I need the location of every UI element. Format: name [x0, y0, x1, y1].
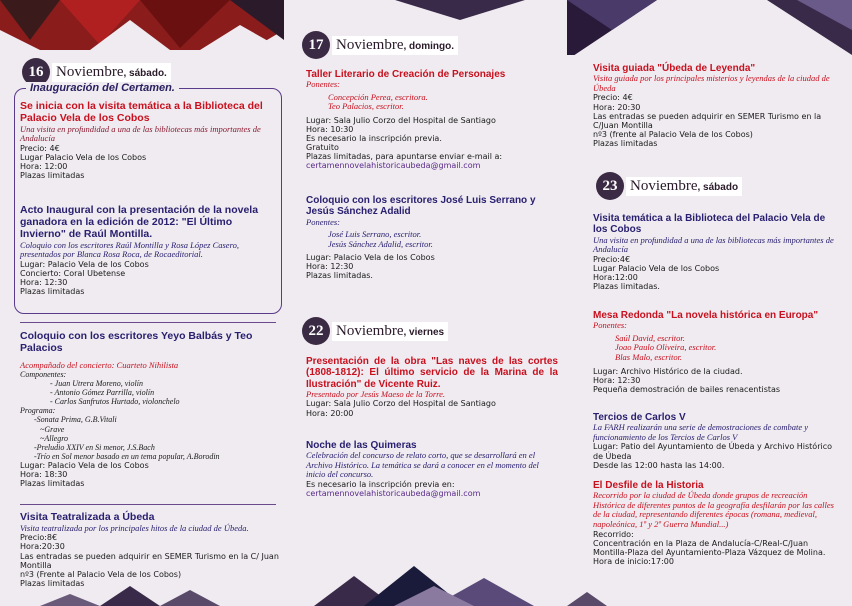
- event-detail: Precio: 4€: [593, 93, 633, 103]
- event-title: Visita Teatralizada a Úbeda: [20, 511, 155, 523]
- event-detail: Plazas limitadas: [20, 171, 85, 180]
- top-middle-decoration: [395, 0, 525, 20]
- bottom-left-decoration: [0, 586, 284, 606]
- event-detail: Lugar: Patio del Ayuntamiento de Úbeda y Archivo Histórico de Úbeda: [593, 442, 832, 461]
- speaker: Saúl David, escritor.: [615, 332, 685, 343]
- program-item: ~Allegro: [40, 433, 69, 443]
- event-detail: Hora: 20:00: [306, 408, 354, 418]
- event-detail: Lugar: Archivo Histórico de la ciudad.: [593, 366, 743, 376]
- event-description: Una visita en profundidad a una de las bibliotecas más importantes de Andalucía: [593, 234, 834, 255]
- event-detail: Lugar Palacio Vela de los Cobos: [20, 152, 147, 162]
- day-label: Noviembre, viernes: [332, 322, 448, 341]
- event-detail: Precio:4€: [593, 254, 631, 264]
- event-detail: Recorrido:: [593, 529, 634, 539]
- top-left-decoration: [0, 0, 284, 50]
- day-label: Noviembre, sábado: [626, 177, 742, 196]
- email-link[interactable]: certamennovelahistoricaubeda@gmail.com: [306, 161, 481, 171]
- event-detail: Hora: 12:30: [306, 262, 354, 272]
- event-detail: Hora: 10:30: [306, 125, 354, 135]
- event-title: Acto Inaugural con la presentación de la novela ganadora en la edición de 2012: "El Último Invierno" de Raúl Montilla.: [20, 204, 259, 240]
- component-item: - Antonio Gómez Parrilla, violín: [50, 388, 155, 398]
- event-detail: Gratuito: [306, 143, 339, 153]
- bottom-middle-decoration: [284, 566, 567, 606]
- event-detail: Plazas limitadas: [593, 138, 658, 148]
- day-label: Noviembre, sábado.: [52, 63, 171, 82]
- event-title: Noche de las Quimeras: [306, 440, 417, 451]
- event-noche-quimeras: [306, 440, 558, 498]
- program-label: Programa:: [20, 406, 56, 416]
- event-detail: Lugar: Sala Julio Corzo del Hospital de Santiago: [306, 116, 496, 126]
- event-description: Acompañado del concierto: Cuarteto Nihilista: [20, 359, 179, 370]
- event-description: Recorrido por la ciudad de Úbeda donde grupos de recreación Histórica de diferentes puntos de la geografía desfilarán por las calles de la ciudad, representando diferentes épocas (romana, medieval, napoleónica, 1º y 2º Guerra Mundial...): [593, 490, 834, 530]
- event-biblioteca-16: [20, 101, 276, 180]
- event-mesa-redonda: [593, 310, 838, 394]
- event-detail: Hora: 18:30: [20, 469, 68, 479]
- day-number: 17: [302, 31, 330, 59]
- event-title: Coloquio con los escritores José Luis Serrano y Jesús Sánchez Adalid: [306, 195, 536, 218]
- event-detail: Lugar Palacio Vela de los Cobos: [593, 263, 720, 273]
- event-visita-teatralizada: [20, 512, 280, 588]
- event-detail: Plazas limitadas: [20, 478, 85, 488]
- date-header-22: [302, 317, 448, 345]
- event-detail: Las entradas se pueden adquirir en SEMER Turismo en la C/ Juan Montilla: [20, 551, 279, 570]
- speakers-label: Ponentes:: [593, 320, 627, 331]
- event-detail: nº3 (frente al Palacio Vela de los Cobos): [593, 129, 753, 139]
- event-title: Visita guiada "Úbeda de Leyenda": [593, 63, 756, 74]
- event-desfile: [593, 480, 838, 566]
- event-description: Presentado por Jesús Maeso de la Torre.: [306, 388, 446, 399]
- event-tercios: [593, 412, 838, 470]
- divider: [20, 322, 276, 323]
- event-biblioteca-23: [593, 213, 838, 291]
- event-description: Visita guiada por los principales misterios y leyendas de la ciudad de Úbeda: [593, 73, 830, 93]
- day-label: Noviembre, domingo.: [332, 36, 458, 55]
- speaker: Blas Malo, escritor.: [615, 352, 683, 363]
- component-item: - Carlos Sanfrutos Hurtado, violonchelo: [50, 397, 180, 407]
- event-detail: Precio:8€: [20, 533, 58, 543]
- event-detail: Pequeña demostración de bailes renacentistas: [593, 384, 781, 394]
- event-detail: Hora de inicio:17:00: [593, 556, 674, 566]
- components-label: Componentes:: [20, 370, 67, 380]
- speaker: Joao Paulo Oliveira, escritor.: [615, 342, 717, 353]
- event-detail: Es necesario la inscripción previa en:: [306, 480, 455, 490]
- event-description: Visita teatralizada por los principales hitos de la ciudad de Úbeda.: [20, 522, 249, 533]
- speaker: José Luis Serrano, escritor.: [328, 229, 422, 240]
- event-detail: Lugar: Palacio Vela de los Cobos: [306, 253, 435, 263]
- event-description: Coloquio con los escritores Raúl Montilla y Rosa López Casero, presentados por Blanca Rosa Roca, de Rocaeditorial.: [20, 239, 239, 260]
- event-detail: Concierto: Coral Ubetense: [20, 268, 126, 278]
- program-item: -Preludio XXIV en Si menor, J.S.Bach: [34, 442, 155, 452]
- email-link[interactable]: certamennovelahistoricaubeda@gmail.com: [306, 489, 481, 499]
- top-right-decoration: [567, 0, 852, 55]
- event-coloquio-serrano: [306, 195, 558, 280]
- event-detail: Plazas limitadas: [20, 578, 85, 588]
- event-detail: Plazas limitadas, para apuntarse enviar e-mail a:: [306, 152, 503, 162]
- event-detail: Las entradas se pueden adquirir en SEMER Turismo en la C/Juan Montilla: [593, 111, 822, 130]
- day-number: 22: [302, 317, 330, 345]
- event-coloquio-balbas: [20, 331, 280, 488]
- speaker: Jesús Sánchez Adalid, escritor.: [328, 238, 433, 249]
- event-title: Tercios de Carlos V: [593, 412, 686, 423]
- event-description: La FARH realizarán una serie de demostraciones de combate y funcionamiento de los Tercios de Carlos V: [593, 422, 809, 442]
- program-item: -Trío en Sol menor basado en un tema popular, A.Borodin: [34, 451, 220, 461]
- date-header-17: [302, 31, 458, 59]
- event-detail: Hora: 12:30: [593, 375, 641, 385]
- date-header-23: [596, 172, 742, 200]
- event-detail: Lugar: Palacio Vela de los Cobos: [20, 460, 149, 470]
- event-title: Se inicia con la visita temática a la Biblioteca del Palacio Vela de los Cobos: [20, 100, 263, 124]
- event-title: Mesa Redonda "La novela histórica en Europa": [593, 310, 819, 321]
- event-detail: Plazas limitadas.: [306, 271, 373, 281]
- event-detail: Hora: 12:30: [20, 277, 68, 287]
- speakers-label: Ponentes:: [306, 79, 340, 90]
- event-detail: Desde las 12:00 hasta las 14:00.: [593, 460, 725, 470]
- event-detail: Lugar: Palacio Vela de los Cobos: [20, 259, 149, 269]
- speaker: Concepción Perea, escritora.: [328, 91, 428, 102]
- component-item: - Juan Utrera Moreno, violín: [50, 379, 143, 389]
- event-detail: Plazas limitadas: [20, 286, 85, 296]
- event-detail: Lugar: Sala Julio Corzo del Hospital de Santiago: [306, 399, 496, 409]
- event-description: Celebración del concurso de relato corto, que se desarrollará en el Archivo Histórico. La temática se dará a conocer en el momento del inicio del concurso.: [306, 450, 539, 480]
- event-title: Taller Literario de Creación de Personajes: [306, 69, 506, 80]
- event-detail: Hora:20:30: [20, 542, 65, 552]
- speakers-label: Ponentes:: [306, 216, 340, 227]
- event-taller-literario: [306, 69, 558, 170]
- inauguration-label: Inauguración del Certamen.: [26, 82, 179, 94]
- event-detail: Precio: 4€: [20, 143, 60, 153]
- event-presentacion-naves: [306, 356, 558, 418]
- event-detail: Hora: 12:00: [20, 161, 68, 171]
- event-detail: Hora:12:00: [593, 272, 638, 282]
- event-title: Coloquio con los escritores Yeyo Balbás y Teo Palacios: [20, 330, 253, 354]
- day-number: 16: [22, 58, 50, 86]
- event-ubeda-leyenda: [593, 63, 838, 148]
- event-title: Visita temática a la Biblioteca del Palacio Vela de los Cobos: [593, 213, 826, 236]
- day-number: 23: [596, 172, 624, 200]
- event-detail: Plazas limitadas.: [593, 281, 660, 291]
- event-detail: Es necesario la inscripción previa.: [306, 134, 442, 144]
- divider: [20, 504, 276, 505]
- event-title: El Desfile de la Historia: [593, 480, 704, 491]
- event-acto-inaugural: [20, 205, 276, 296]
- program-item: ~Grave: [40, 424, 65, 434]
- bottom-right-decoration: [567, 586, 852, 606]
- speaker: Teo Palacios, escritor.: [328, 101, 404, 112]
- event-detail: Hora: 20:30: [593, 102, 641, 112]
- event-detail: nº3 (Frente al Palacio Vela de los Cobos): [20, 569, 182, 579]
- event-detail: Concentración en la Plaza de Andalucía-C/Real-C/Juan Montilla-Plaza del Ayuntamiento-Plaza Vázquez de Molina.: [593, 538, 826, 557]
- program-item: -Sonata Prima, G.B.Vitali: [34, 415, 117, 425]
- event-title: Presentación de la obra "Las naves de las cortes (1808-1812): El último servicio de la Marina de la Ilustración" de Vicente Ruiz.: [306, 356, 558, 390]
- event-description: Una visita en profundidad a una de las bibliotecas más importantes de Andalucía: [20, 123, 261, 144]
